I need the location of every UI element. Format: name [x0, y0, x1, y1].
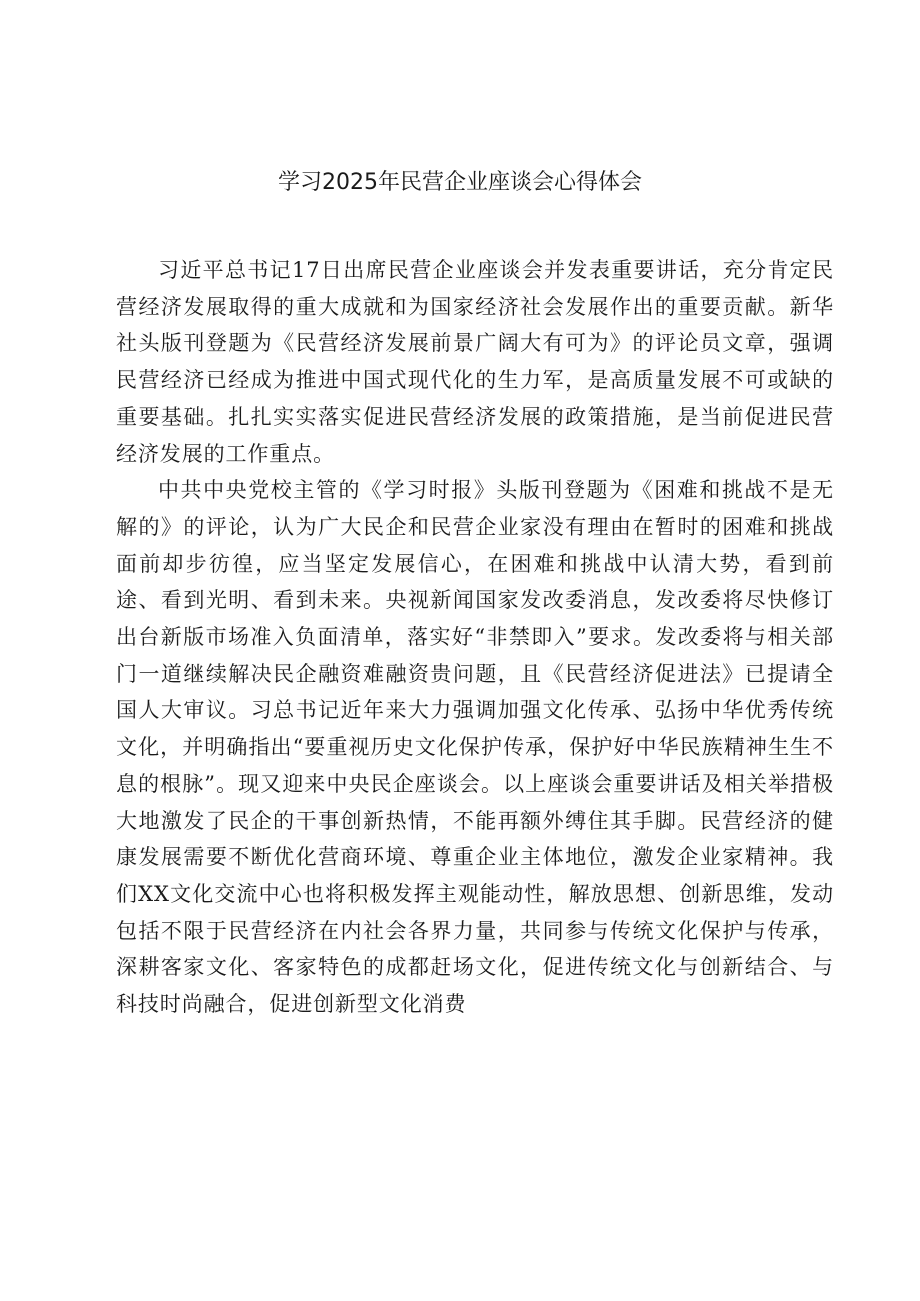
paragraph-1: 习近平总书记17日出席民营企业座谈会并发表重要讲话，充分肯定民营经济发展取得的重大成就和为国家经济社会发展作出的重要贡献。新华社头版刊登题为《民营经济发展前景广阔大有可为》的评论员文章，强调民营经济已经成为推进中国式现代化的生力军，是高质量发展不可或缺的重要基础。扎扎实实落实促进民营经济发展的政策措施，是当前促进民营经济发展的工作重点。 [116, 258, 834, 466]
document-body [116, 252, 834, 1023]
paragraph-2: 中共中央党校主管的《学习时报》头版刊登题为《困难和挑战不是无解的》的评论，认为广大民企和民营企业家没有理由在暂时的困难和挑战面前却步彷徨，应当坚定发展信心，在困难和挑战中认清大势，看到前途、看到光明、看到未来。央视新闻国家发改委消息，发改委将尽快修订出台新版市场准入负面清单，落实好“非禁即入”要求。发改委将与相关部门一道继续解决民企融资难融资贵问题，且《民营经济促进法》已提请全国人大审议。习总书记近年来大力强调加强文化传承、弘扬中华优秀传统文化，并明确指出“要重视历史文化保护传承，保护好中华民族精神生生不息的根脉”。现又迎来中央民企座谈会。以上座谈会重要讲话及相关举措极大地激发了民企的干事创新热情，不能再额外缚住其手脚。民营经济的健康发展需要不断优化营商环境、尊重企业主体地位，激发企业家精神。我们XX文化交流中心也将积极发挥主观能动性，解放思想、创新思维，发动包括不限于民营经济在内社会各界力量，共同参与传统文化保护与传承，深耕客家文化、客家特色的成都赶场文化，促进传统文化与创新结合、与科技时尚融合，促进创新型文化消费 [116, 478, 834, 1017]
document-title: 学习2025年民营企业座谈会心得体会 [278, 170, 642, 195]
